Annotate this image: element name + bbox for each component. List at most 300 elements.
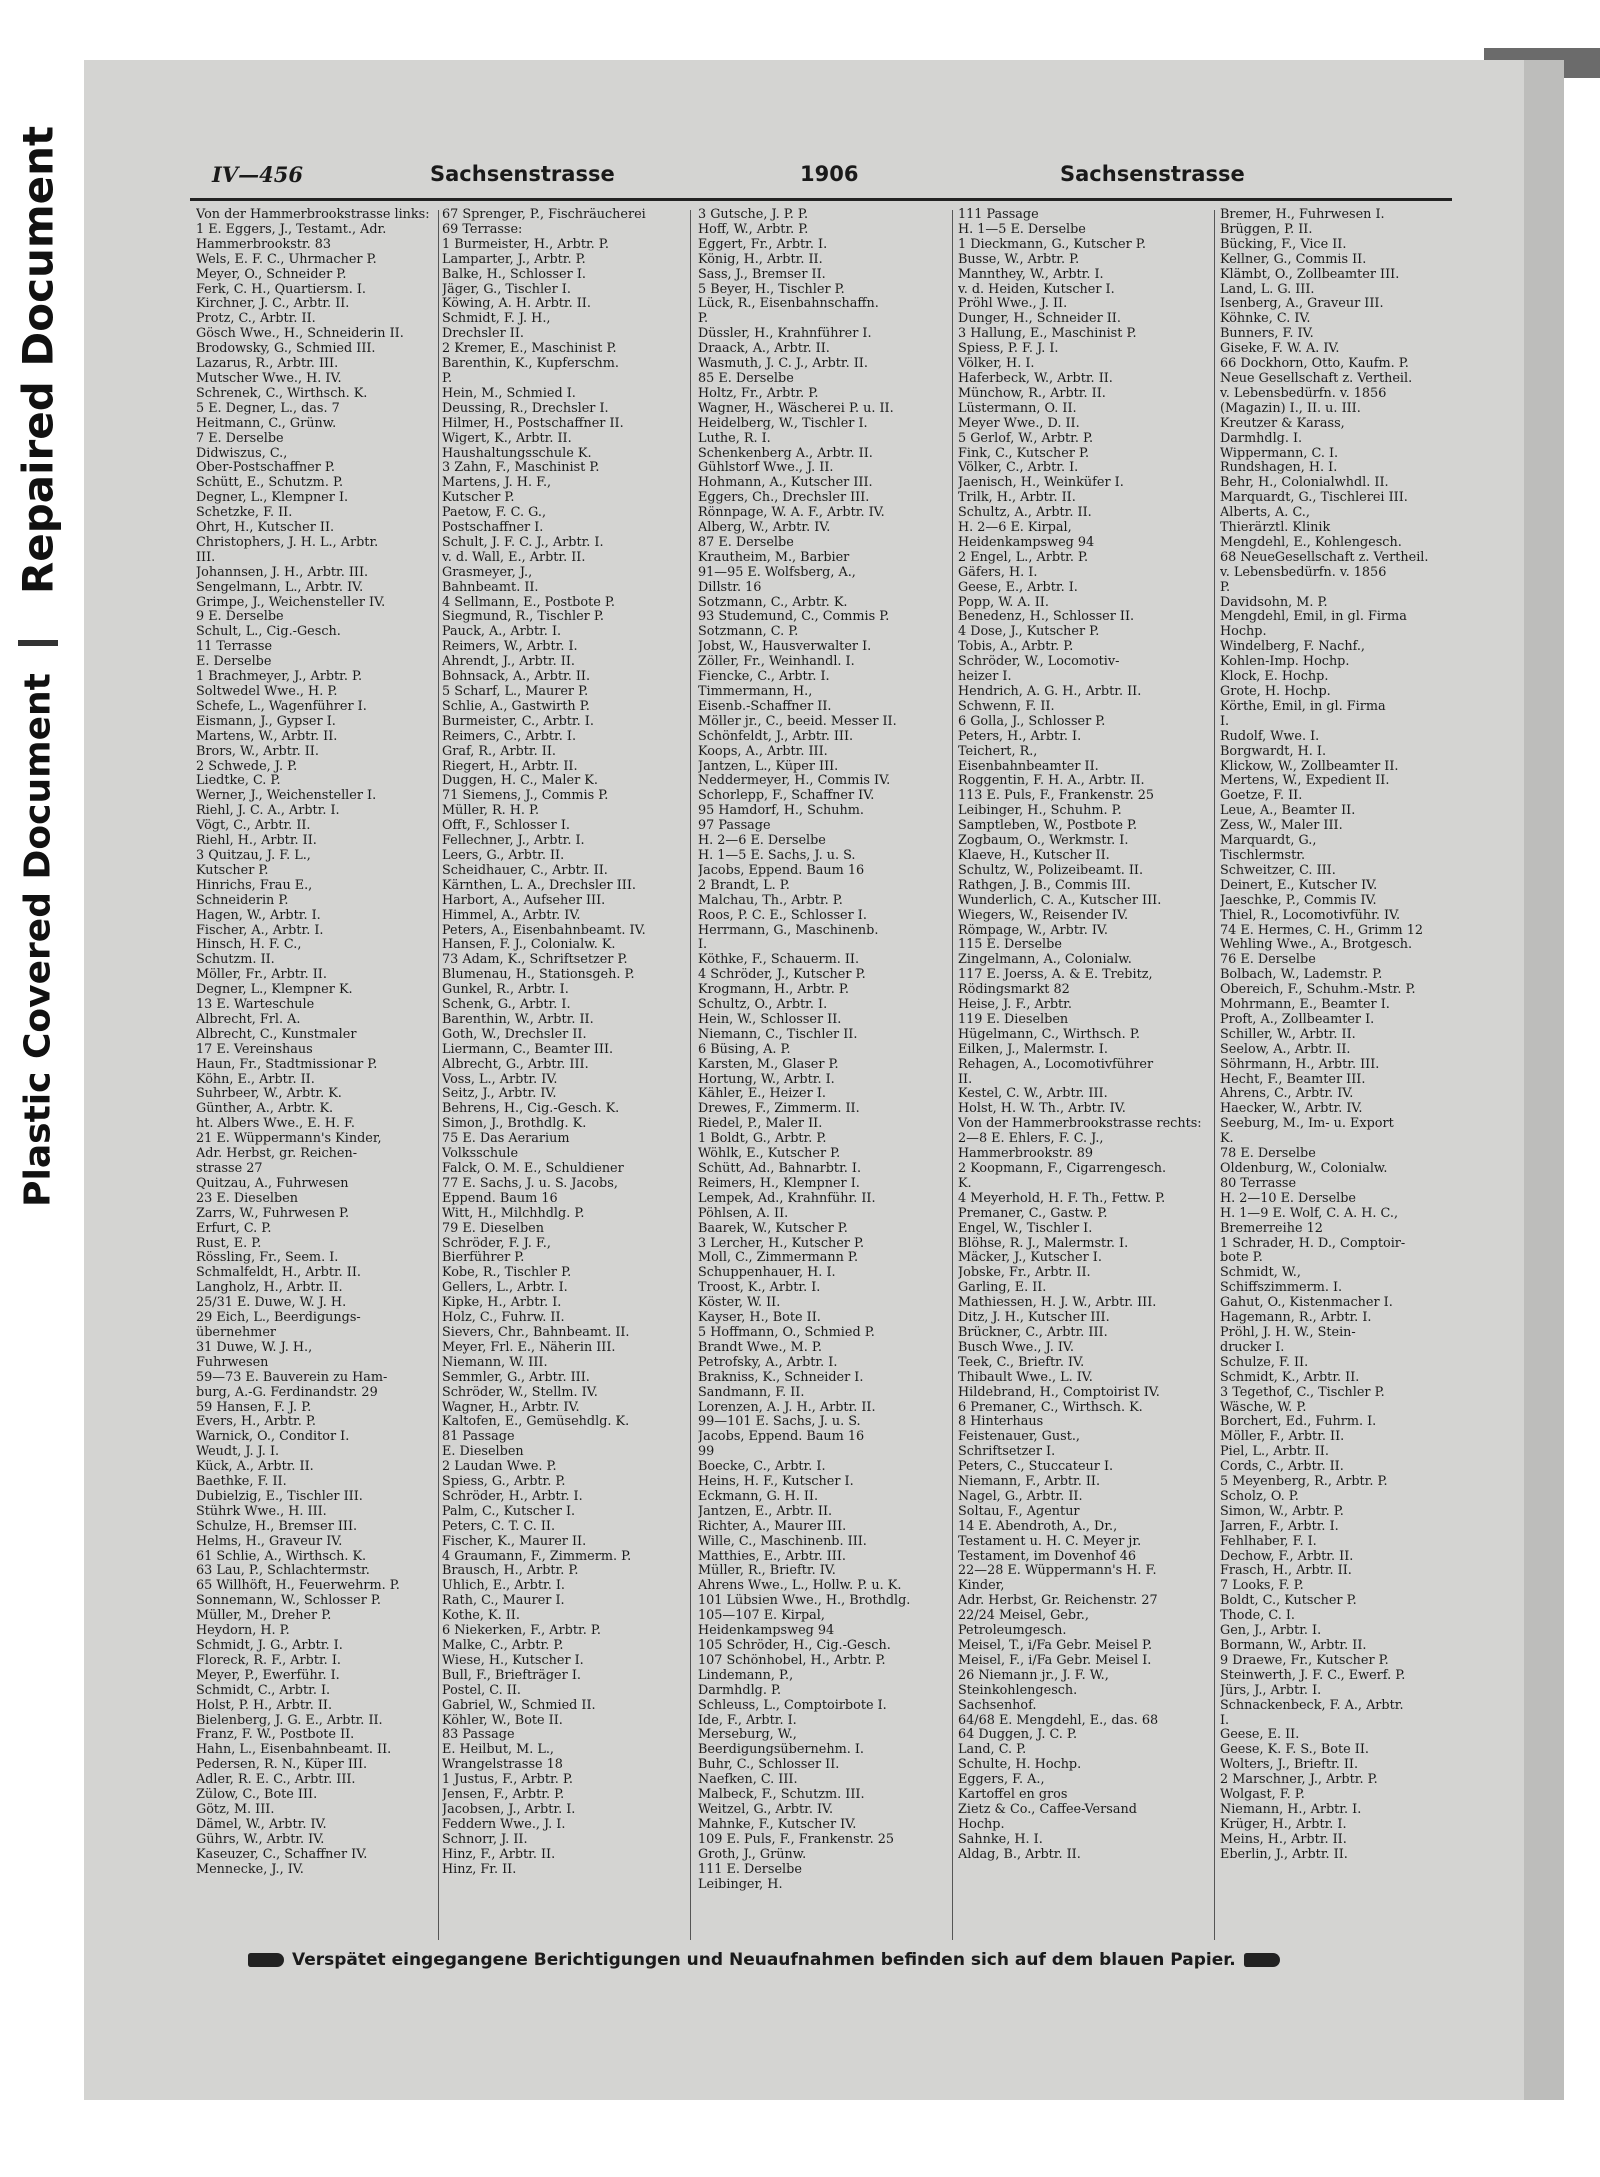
directory-line: Thiel, R., Locomotivführ. IV.: [1220, 908, 1401, 923]
directory-line: 29 Eich, L., Beerdigungs-: [196, 1311, 361, 1326]
directory-line: Pöhlsen, A. II.: [698, 1206, 789, 1221]
directory-line: Möller, F., Arbtr. II.: [1220, 1430, 1345, 1445]
directory-line: Rödingsmarkt 82: [958, 983, 1070, 998]
directory-line: 68 NeueGesellschaft z. Vertheil.: [1220, 550, 1429, 565]
directory-line: 2 Engel, L., Arbtr. P.: [958, 550, 1089, 565]
directory-line: 1 Dieckmann, G., Kutscher P.: [958, 237, 1146, 252]
directory-line: Haun, Fr., Stadtmissionar P.: [196, 1057, 378, 1072]
directory-line: Hahn, L., Eisenbahnbeamt. II.: [196, 1743, 392, 1758]
directory-line: Klämbt, O., Zollbeamter III.: [1220, 267, 1400, 282]
directory-line: Schorlepp, F., Schaffner IV.: [698, 789, 875, 804]
directory-line: Obereich, F., Schuhm.-Mstr. P.: [1220, 983, 1416, 998]
directory-line: Schultz, O., Arbtr. I.: [698, 998, 828, 1013]
directory-line: Dämel, W., Arbtr. IV.: [196, 1817, 327, 1832]
directory-line: Jarren, F., Arbtr. I.: [1220, 1519, 1339, 1534]
directory-line: Müller, R., Brieftr. IV.: [698, 1564, 836, 1579]
directory-line: Sengelmann, L., Arbtr. IV.: [196, 580, 364, 595]
directory-line: 66 Dockhorn, Otto, Kaufm. P.: [1220, 357, 1409, 372]
directory-line: Brausch, H., Arbtr. P.: [442, 1564, 579, 1579]
directory-line: Kipke, H., Arbtr. I.: [442, 1296, 562, 1311]
directory-line: Wiese, H., Kutscher I.: [442, 1653, 584, 1668]
directory-line: 5 Scharf, L., Maurer P.: [442, 685, 589, 699]
directory-line: Wäsche, W. P.: [1220, 1400, 1307, 1415]
directory-line: Möller jr., C., beeid. Messer II.: [698, 714, 897, 729]
directory-line: Peters, C., Stuccateur I.: [958, 1460, 1114, 1475]
column-divider: [438, 210, 439, 1940]
directory-line: Kähler, E., Heizer I.: [698, 1087, 826, 1102]
directory-line: H. 2—6 E. Derselbe: [698, 834, 826, 849]
directory-line: Hagemann, R., Arbtr. I.: [1220, 1311, 1372, 1326]
directory-line: Reimers, H., Klempner I.: [698, 1176, 860, 1191]
directory-line: Ober-Postschaffner P.: [196, 461, 335, 476]
directory-line: Hohmann, A., Kutscher III.: [698, 476, 873, 491]
directory-line: Mannthey, W., Arbtr. I.: [958, 267, 1104, 282]
directory-line: Jacobs, Eppend. Baum 16: [698, 1430, 865, 1445]
directory-line: 31 Duwe, W. J. H.,: [196, 1340, 313, 1355]
directory-line: Bormann, W., Arbtr. II.: [1220, 1639, 1367, 1653]
directory-line: Holz, C., Fuhrw. II.: [442, 1311, 565, 1326]
directory-line: Schulze, H., Bremser III.: [196, 1519, 358, 1534]
directory-line: Bull, F., Briefträger I.: [442, 1668, 581, 1683]
directory-line: I.: [1220, 1713, 1230, 1728]
directory-line: Nagel, G., Arbtr. II.: [958, 1489, 1083, 1504]
directory-line: H. 2—10 E. Derselbe: [1220, 1191, 1357, 1206]
directory-line: 5 E. Degner, L., das. 7: [196, 401, 340, 416]
directory-line: 81 Passage: [442, 1430, 515, 1445]
directory-line: Schmidt, J. G., Arbtr. I.: [196, 1639, 343, 1653]
directory-line: Wagner, H., Arbtr. IV.: [442, 1400, 580, 1415]
directory-line: Bielenberg, J. G. E., Arbtr. II.: [196, 1713, 383, 1728]
directory-line: Ohrt, H., Kutscher II.: [196, 521, 335, 536]
directory-line: 3 Zahn, F., Maschinist P.: [442, 461, 600, 476]
directory-line: Lindemann, P.,: [698, 1668, 794, 1683]
directory-line: Römpage, W., Arbtr. IV.: [958, 923, 1108, 938]
side-tab-repaired-label: Repaired Document: [13, 125, 63, 595]
directory-line: Dunger, H., Schneider II.: [958, 312, 1121, 327]
directory-line: Helms, H., Graveur IV.: [196, 1534, 343, 1549]
directory-line: Martens, J. H. F.,: [442, 476, 552, 491]
directory-line: Voss, L., Arbtr. IV.: [442, 1072, 558, 1087]
directory-line: Hinz, F., Arbtr. II.: [442, 1847, 556, 1862]
directory-line: drucker I.: [1220, 1340, 1285, 1355]
directory-line: Draack, A., Arbtr. II.: [698, 342, 830, 357]
directory-line: Feddern Wwe., J. I.: [442, 1817, 566, 1832]
directory-line: 2 Laudan Wwe. P.: [442, 1460, 557, 1475]
directory-line: Sotzmann, C., Arbtr. K.: [698, 595, 848, 610]
directory-line: Hagen, W., Arbtr. I.: [196, 908, 321, 923]
directory-line: Wiegers, W., Reisender IV.: [958, 908, 1129, 923]
directory-line: Schmidt, C., Arbtr. I.: [196, 1683, 331, 1698]
directory-line: 2 Brandt, L. P.: [698, 878, 790, 893]
directory-line: Petroleumgesch.: [958, 1624, 1067, 1639]
directory-line: Roos, P. C. E., Schlosser I.: [698, 908, 867, 923]
directory-line: 3 Quitzau, J. F. L.,: [196, 848, 311, 863]
directory-line: Neue Gesellschaft z. Vertheil.: [1220, 371, 1413, 386]
directory-line: Meyer, P., Ewerführ. I.: [196, 1668, 340, 1683]
directory-line: Schütt, E., Schutzm. P.: [196, 476, 344, 491]
directory-line: Albrecht, C., Kunstmaler: [196, 1027, 357, 1042]
directory-line: Wolgast, F. P.: [1220, 1788, 1305, 1803]
directory-line: Lorenzen, A. J. H., Arbtr. II.: [698, 1400, 876, 1415]
side-tab-plastic-label: Plastic Covered Document: [17, 673, 59, 1207]
directory-line: Isenberg, A., Graveur III.: [1220, 297, 1384, 312]
directory-line: Kärnthen, L. A., Drechsler III.: [442, 878, 636, 893]
directory-line: Koops, A., Arbtr. III.: [698, 744, 828, 759]
directory-line: 5 Beyer, H., Tischler P.: [698, 282, 845, 297]
directory-line: Popp, W. A. II.: [958, 595, 1049, 610]
directory-line: Wrangelstrasse 18: [442, 1758, 563, 1773]
directory-line: 91—95 E. Wolfsberg, A.,: [698, 565, 856, 580]
directory-line: Hügelmann, C., Wirthsch. P.: [958, 1027, 1140, 1042]
directory-line: Testament, im Dovenhof 46: [958, 1549, 1137, 1564]
directory-line: Eisenbahnbeamter II.: [958, 759, 1099, 774]
directory-line: 109 E. Puls, F., Frankenstr. 25: [698, 1832, 894, 1847]
directory-line: Baethke, F. II.: [196, 1475, 287, 1490]
directory-line: Suhrbeer, W., Arbtr. K.: [196, 1087, 342, 1102]
directory-line: 115 E. Derselbe: [958, 938, 1062, 953]
directory-line: Lempek, Ad., Krahnführ. II.: [698, 1191, 876, 1206]
directory-line: 1 Justus, F., Arbtr. P.: [442, 1773, 573, 1788]
directory-line: Eisenb.-Schaffner II.: [698, 699, 832, 714]
directory-line: Ahrendt, J., Arbtr. II.: [442, 655, 575, 670]
directory-line: Wunderlich, C. A., Kutscher III.: [958, 893, 1162, 908]
directory-line: Johannsen, J. H., Arbtr. III.: [196, 565, 369, 580]
directory-line: Himmel, A., Arbtr. IV.: [442, 908, 581, 923]
directory-line: 2 Schwede, J. P.: [196, 759, 298, 774]
directory-line: Luthe, R. I.: [698, 431, 771, 446]
directory-line: Holst, P. H., Arbtr. II.: [196, 1698, 333, 1713]
directory-line: Meins, H., Arbtr. II.: [1220, 1832, 1347, 1847]
directory-line: Barenthin, K., Kupferschm.: [442, 357, 619, 372]
directory-line: 73 Adam, K., Schriftsetzer P.: [442, 953, 628, 968]
directory-line: Spiess, G., Arbtr. P.: [442, 1475, 566, 1490]
directory-line: 77 E. Sachs, J. u. S. Jacobs,: [442, 1176, 618, 1191]
directory-line: Duggen, H. C., Maler K.: [442, 774, 598, 789]
directory-line: 8 Hinterhaus: [958, 1415, 1044, 1430]
directory-line: Brors, W., Arbtr. II.: [196, 744, 319, 759]
directory-line: Burmeister, C., Arbtr. I.: [442, 714, 594, 729]
side-tab-repaired: [0, 100, 76, 620]
directory-line: Kartoffel en gros: [958, 1788, 1068, 1803]
directory-line: Hansen, F. J., Colonialw. K.: [442, 938, 616, 953]
directory-line: Schwenn, F. II.: [958, 699, 1055, 714]
directory-line: Hein, M., Schmied I.: [442, 386, 576, 401]
directory-line: Behr, H., Colonialwhdl. II.: [1220, 476, 1389, 491]
directory-line: Kück, A., Arbtr. II.: [196, 1460, 314, 1475]
directory-line: Piel, L., Arbtr. II.: [1220, 1445, 1329, 1460]
directory-line: Hochp.: [958, 1817, 1005, 1832]
directory-line: Schröder, W., Stellm. IV.: [442, 1385, 598, 1400]
directory-line: Grote, H. Hochp.: [1220, 685, 1331, 699]
directory-line: P.: [1220, 580, 1231, 595]
directory-line: Zietz & Co., Caffee-Versand: [958, 1802, 1137, 1817]
directory-line: Köhler, W., Bote II.: [442, 1713, 563, 1728]
directory-line: Riedel, P., Maler II.: [698, 1117, 823, 1132]
directory-line: 3 Tegethof, C., Tischler P.: [1220, 1385, 1385, 1400]
page-header: [212, 162, 1452, 196]
directory-line: Meyer Wwe., D. II.: [958, 416, 1080, 431]
directory-line: Hinsch, H. F. C.,: [196, 938, 302, 953]
directory-line: 75 E. Das Aerarium: [442, 1132, 570, 1147]
directory-line: Groth, J., Grünw.: [698, 1847, 807, 1862]
directory-line: 4 Sellmann, E., Postbote P.: [442, 595, 615, 610]
directory-line: Müller, R. H. P.: [442, 804, 540, 819]
directory-line: Floreck, R. F., Arbtr. I.: [196, 1653, 341, 1668]
directory-line: Schmalfeldt, H., Arbtr. II.: [196, 1266, 361, 1281]
directory-line: H. 1—5 E. Derselbe: [958, 222, 1086, 237]
directory-line: 22/24 Meisel, Gebr.,: [958, 1609, 1089, 1624]
directory-line: Zöller, Fr., Weinhandl. I.: [698, 655, 855, 670]
directory-line: Erfurt, C. P.: [196, 1221, 272, 1236]
directory-line: Völker, C., Arbtr. I.: [958, 461, 1079, 476]
directory-line: 59 Hansen, F. J. P.: [196, 1400, 312, 1415]
directory-line: Thibault Wwe., L. IV.: [958, 1370, 1093, 1385]
directory-line: Premaner, C., Gastw. P.: [958, 1206, 1108, 1221]
directory-line: Stührk Wwe., H. III.: [196, 1504, 327, 1519]
directory-line: Benedenz, H., Schlosser II.: [958, 610, 1135, 625]
directory-line: Mathiessen, H. J. W., Arbtr. III.: [958, 1296, 1157, 1311]
directory-line: Malbeck, F., Schutzm. III.: [698, 1788, 865, 1803]
directory-line: Klock, E. Hochp.: [1220, 670, 1329, 685]
directory-line: Buhr, C., Schlosser II.: [698, 1758, 840, 1773]
directory-line: Haferbeck, W., Arbtr. II.: [958, 371, 1113, 386]
directory-line: 1 Schrader, H. D., Comptoir-: [1220, 1236, 1406, 1251]
directory-line: Hinrichs, Frau E.,: [196, 878, 313, 893]
directory-line: 2 Kremer, E., Maschinist P.: [442, 342, 617, 357]
directory-line: 1 Boldt, G., Arbtr. P.: [698, 1132, 827, 1147]
directory-line: Heise, J. F., Arbtr.: [958, 998, 1072, 1013]
directory-line: Fehlhaber, F. I.: [1220, 1534, 1317, 1549]
directory-line: Windelberg, F. Nachf.,: [1220, 640, 1366, 655]
directory-line: 22—28 E. Wüppermann's H. F.: [958, 1564, 1157, 1579]
directory-line: Marquardt, G., Tischlerei III.: [1220, 491, 1408, 506]
directory-line: Geese, K. F. S., Bote II.: [1220, 1743, 1369, 1758]
directory-line: Adr. Herbst, gr. Reichen-: [196, 1147, 358, 1162]
directory-line: 83 Passage: [442, 1728, 515, 1743]
directory-line: v. Lebensbedürfn. v. 1856: [1220, 386, 1387, 401]
directory-line: Fuhrwesen: [196, 1355, 269, 1370]
directory-line: bote P.: [1220, 1251, 1263, 1266]
directory-line: Vögt, C., Arbtr. II.: [196, 819, 311, 834]
directory-line: Schulte, H. Hochp.: [958, 1758, 1082, 1773]
directory-line: Jobst, W., Hausverwalter I.: [698, 640, 872, 655]
directory-line: Heydorn, H. P.: [196, 1624, 290, 1639]
directory-line: Ditz, J. H., Kutscher III.: [958, 1311, 1110, 1326]
directory-line: Petrofsky, A., Arbtr. I.: [698, 1355, 838, 1370]
directory-line: Schriftsetzer I.: [958, 1445, 1056, 1460]
directory-line: 95 Hamdorf, H., Schuhm.: [698, 804, 864, 819]
directory-line: 11 Terrasse: [196, 640, 273, 655]
directory-line: Bücking, F., Vice II.: [1220, 237, 1347, 252]
directory-line: Gührs, W., Arbtr. IV.: [196, 1832, 325, 1847]
directory-line: Meisel, F., i/Fa Gebr. Meisel I.: [958, 1653, 1152, 1668]
directory-line: Steinwerth, J. F. C., Ewerf. P.: [1220, 1668, 1406, 1683]
directory-line: Schutzm. II.: [196, 953, 275, 968]
directory-line: 105 Schröder, H., Cig.-Gesch.: [698, 1639, 891, 1653]
directory-line: Scheidhauer, C., Arbtr. II.: [442, 863, 608, 878]
directory-line: Mengdehl, Emil, in gl. Firma: [1220, 610, 1407, 625]
directory-line: 6 Premaner, C., Wirthsch. K.: [958, 1400, 1143, 1415]
directory-line: 1 Burmeister, H., Arbtr. P.: [442, 237, 609, 252]
directory-line: Schweitzer, C. III.: [1220, 863, 1336, 878]
directory-line: Lamparter, J., Arbtr. P.: [442, 252, 586, 267]
directory-line: Gunkel, R., Arbtr. I.: [442, 983, 569, 998]
directory-line: Hinz, Fr. II.: [442, 1862, 517, 1877]
directory-line: Adr. Herbst, Gr. Reichenstr. 27: [958, 1594, 1158, 1609]
directory-line: Rudolf, Wwe. I.: [1220, 729, 1320, 744]
street-name-left: Sachsenstrasse: [430, 162, 615, 186]
directory-line: Hortung, W., Arbtr. I.: [698, 1072, 835, 1087]
directory-line: P.: [698, 312, 709, 327]
directory-line: Von der Hammerbrookstrasse links:: [196, 208, 430, 222]
directory-line: Barenthin, W., Arbtr. II.: [442, 1012, 594, 1027]
directory-line: 69 Terrasse:: [442, 222, 523, 237]
directory-line: Eppend. Baum 16: [442, 1191, 558, 1206]
directory-line: Brakniss, K., Schneider I.: [698, 1370, 864, 1385]
side-tab-separator: [18, 640, 58, 646]
column-3: [698, 208, 948, 1892]
directory-line: Zarrs, W., Fuhrwesen P.: [196, 1206, 350, 1221]
directory-line: Meyer, O., Schneider P.: [196, 267, 347, 282]
directory-line: Schiller, W., Arbtr. II.: [1220, 1027, 1356, 1042]
directory-line: Leibinger, H., Schuhm. P.: [958, 804, 1122, 819]
directory-line: H. 2—6 E. Kirpal,: [958, 521, 1072, 536]
directory-line: Kestel, C. W., Arbtr. III.: [958, 1087, 1108, 1102]
directory-line: Niemann, F., Arbtr. II.: [958, 1475, 1101, 1490]
directory-line: Soltwedel Wwe., H. P.: [196, 685, 338, 699]
directory-line: Feistenauer, Gust.,: [958, 1430, 1080, 1445]
directory-line: Deussing, R., Drechsler I.: [442, 401, 609, 416]
directory-line: Thode, C. I.: [1220, 1609, 1295, 1624]
directory-line: Sass, J., Bremser II.: [698, 267, 826, 282]
directory-line: 64 Duggen, J. C. P.: [958, 1728, 1078, 1743]
directory-line: Malchau, Th., Arbtr. P.: [698, 893, 843, 908]
directory-line: 113 E. Puls, F., Frankenstr. 25: [958, 789, 1154, 804]
directory-line: Sahnke, H. I.: [958, 1832, 1043, 1847]
directory-line: Karsten, M., Glaser P.: [698, 1057, 839, 1072]
directory-line: Schenkenberg A., Arbtr. II.: [698, 446, 873, 461]
directory-line: Holst, H. W. Th., Arbtr. IV.: [958, 1102, 1126, 1117]
directory-line: Reimers, W., Arbtr. I.: [442, 640, 578, 655]
directory-line: Hecht, F., Beamter III.: [1220, 1072, 1366, 1087]
directory-line: 9 E. Derselbe: [196, 610, 284, 625]
page-number: IV—456: [212, 162, 303, 187]
directory-line: 7 E. Derselbe: [196, 431, 284, 446]
directory-line: Didwiszus, C.,: [196, 446, 288, 461]
directory-line: Schrenek, C., Wirthsch. K.: [196, 386, 368, 401]
directory-line: Von der Hammerbrookstrasse rechts:: [958, 1117, 1202, 1132]
directory-line: Hochp.: [1220, 625, 1267, 640]
directory-line: Hildebrand, H., Comptoirist IV.: [958, 1385, 1160, 1400]
directory-line: H. 1—5 E. Sachs, J. u. S.: [698, 848, 856, 863]
directory-line: 3 Lercher, H., Kutscher P.: [698, 1236, 865, 1251]
directory-line: 1 E. Eggers, J., Testamt., Adr.: [196, 222, 387, 237]
directory-line: Gen, J., Arbtr. I.: [1220, 1624, 1322, 1639]
directory-line: Troost, K., Arbtr. I.: [698, 1281, 821, 1296]
directory-line: Mennecke, J., IV.: [196, 1862, 304, 1877]
directory-line: Köhnke, C. IV.: [1220, 312, 1311, 327]
directory-line: Jacobs, Eppend. Baum 16: [698, 863, 865, 878]
directory-line: 119 E. Dieselben: [958, 1012, 1069, 1027]
directory-line: Schefe, L., Wagenführer I.: [196, 699, 367, 714]
directory-line: Zogbaum, O., Werkmstr. I.: [958, 834, 1129, 849]
directory-line: Cords, C., Arbtr. II.: [1220, 1460, 1344, 1475]
directory-line: Haecker, W., Arbtr. IV.: [1220, 1102, 1363, 1117]
directory-line: Bierführer P.: [442, 1251, 525, 1266]
directory-line: 65 Willhöft, H., Feuerwehrm. P.: [196, 1579, 400, 1594]
directory-line: Rathgen, J. B., Commis III.: [958, 878, 1131, 893]
directory-line: 6 Golla, J., Schlosser P.: [958, 714, 1106, 729]
directory-line: 78 E. Derselbe: [1220, 1147, 1316, 1162]
directory-line: Albrecht, Frl. A.: [196, 1012, 301, 1027]
directory-line: (Magazin) I., II. u. III.: [1220, 401, 1361, 416]
directory-line: Wagner, H., Wäscherei P. u. II.: [698, 401, 894, 416]
directory-line: Protz, C., Arbtr. II.: [196, 312, 316, 327]
directory-line: v. Lebensbedürfn. v. 1856: [1220, 565, 1387, 580]
directory-line: Schröder, F. J. F.,: [442, 1236, 551, 1251]
directory-line: K.: [1220, 1132, 1234, 1147]
directory-line: Schlie, A., Gastwirth P.: [442, 699, 590, 714]
directory-line: 61 Schlie, A., Wirthsch. K.: [196, 1549, 367, 1564]
directory-line: Schmidt, W.,: [1220, 1266, 1301, 1281]
directory-line: Köster, W. II.: [698, 1296, 781, 1311]
directory-line: Jensen, F., Arbtr. P.: [442, 1788, 565, 1803]
directory-line: Harbort, A., Aufseher III.: [442, 893, 606, 908]
directory-line: Evers, H., Arbtr. P.: [196, 1415, 316, 1430]
directory-line: Boldt, C., Kutscher P.: [1220, 1594, 1357, 1609]
directory-line: Schmidt, K., Arbtr. II.: [1220, 1370, 1360, 1385]
directory-line: Sandmann, F. II.: [698, 1385, 805, 1400]
directory-line: Christophers, J. H. L., Arbtr.: [196, 535, 379, 550]
directory-line: Land, C. P.: [958, 1743, 1027, 1758]
directory-line: Malke, C., Arbtr. P.: [442, 1639, 564, 1653]
directory-line: Paetow, F. C. G.,: [442, 506, 547, 521]
directory-line: 14 E. Abendroth, A., Dr.,: [958, 1519, 1118, 1534]
directory-line: Schulze, F. II.: [1220, 1355, 1309, 1370]
directory-line: Kohlen-Imp. Hochp.: [1220, 655, 1350, 670]
directory-line: Frasch, H., Arbtr. II.: [1220, 1564, 1352, 1579]
directory-line: 111 E. Derselbe: [698, 1862, 802, 1877]
directory-line: Peters, H., Arbtr. I.: [958, 729, 1082, 744]
directory-line: Weudt, J. J. I.: [196, 1445, 280, 1460]
directory-line: 2—8 E. Ehlers, F. C. J.,: [958, 1132, 1104, 1147]
pointing-hand-icon: [1244, 1953, 1280, 1967]
directory-line: Jäger, G., Tischler I.: [442, 282, 571, 297]
directory-line: Rust, E. P.: [196, 1236, 262, 1251]
directory-line: Meyer, Frl. E., Näherin III.: [442, 1340, 616, 1355]
directory-line: Herrmann, G., Maschinenb.: [698, 923, 879, 938]
directory-line: Eggers, Ch., Drechsler III.: [698, 491, 870, 506]
directory-line: Lüstermann, O. II.: [958, 401, 1077, 416]
directory-line: Aldag, B., Arbtr. II.: [958, 1847, 1081, 1862]
directory-line: Mäcker, J., Kutscher I.: [958, 1251, 1102, 1266]
directory-line: 6 Büsing, A. P.: [698, 1042, 791, 1057]
directory-line: 85 E. Derselbe: [698, 371, 794, 386]
directory-line: Schleuss, L., Comptoirbote I.: [698, 1698, 887, 1713]
directory-line: Hammerbrookstr. 83: [196, 237, 332, 252]
directory-line: 3 Gutsche, J. P. P.: [698, 208, 809, 222]
directory-line: Graf, R., Arbtr. II.: [442, 744, 556, 759]
directory-line: Brückner, C., Arbtr. III.: [958, 1325, 1108, 1340]
directory-line: 4 Dose, J., Kutscher P.: [958, 625, 1100, 640]
directory-line: Deinert, E., Kutscher IV.: [1220, 878, 1378, 893]
directory-line: Eilken, J., Malermstr. I.: [958, 1042, 1108, 1057]
directory-line: Albrecht, G., Arbtr. III.: [442, 1057, 589, 1072]
directory-line: Warnick, O., Conditor I.: [196, 1430, 350, 1445]
directory-line: 97 Passage: [698, 819, 771, 834]
directory-line: Mengdehl, E., Kohlengesch.: [1220, 535, 1402, 550]
directory-line: 7 Looks, F. P.: [1220, 1579, 1304, 1594]
